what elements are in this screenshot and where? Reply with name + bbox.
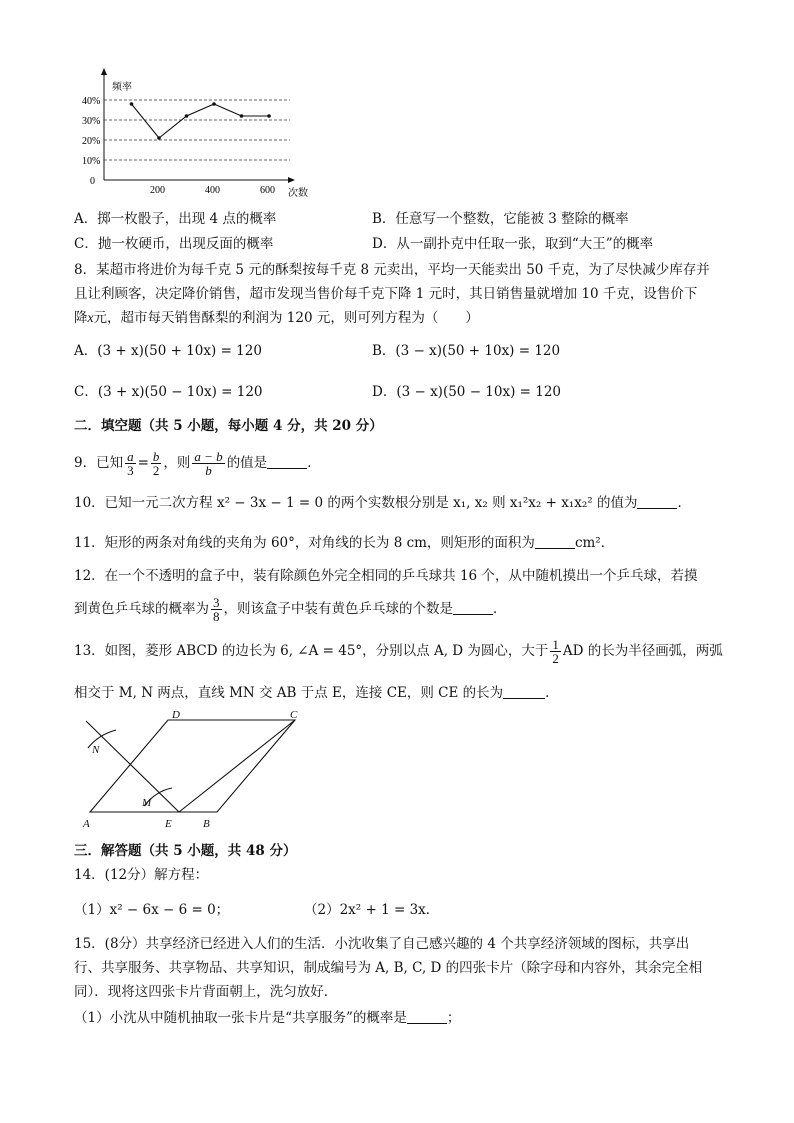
q14-title: 14．(12分）解方程： xyxy=(74,867,209,883)
q8-stem-line3: 降x元，超市每天销售酥梨的利润为 120 元，则可列方程为（ ） xyxy=(74,310,479,326)
label-m: M xyxy=(142,797,152,809)
q8-stem-line1: 8．某超市将进价为每千克 5 元的酥梨按每千克 8 元卖出，平均一天能卖出 50 千克，为了尽快减少库存并 xyxy=(74,262,710,278)
x-tick-label: 600 xyxy=(260,185,275,196)
data-point xyxy=(212,102,216,106)
q13-stem-line2: 相交于 M, N 两点，直线 MN 交 AB 于点 E，连接 CE，则 CE 的长为 ． xyxy=(74,685,559,701)
q11: 11．矩形的两条对角线的夹角为 60°，对角线的长为 8 cm，则矩形的面积为 cm²． xyxy=(74,535,615,551)
q11-answer-blank xyxy=(535,534,575,549)
line-mn xyxy=(86,721,179,812)
chart-grid xyxy=(104,100,290,160)
chart-ticks xyxy=(82,96,275,196)
frequency-line-chart xyxy=(60,66,330,200)
q10: 10．已知一元二次方程 x² − 3x − 1 = 0 的两个实数根分别是 x₁, x₂ 则 x₁²x₂ + x₁x₂² 的值为 ． xyxy=(74,495,691,511)
section-3-heading: 三．解答题（共 5 小题，共 48 分） xyxy=(74,843,297,859)
chart-axes xyxy=(101,68,308,199)
q14-part1: （1）x² − 6x − 6 = 0； xyxy=(74,902,230,918)
q13-fraction: $\frac{1}{2}$ xyxy=(552,637,559,666)
q8-option-d: D．(3 − x)(50 − 10x) = 120 xyxy=(372,384,562,400)
q8-option-c: C．(3 + x)(50 − 10x) = 120 xyxy=(74,384,263,400)
q10-answer-blank xyxy=(637,494,677,509)
q7-option-c: C．抛一枚硬币，出现反面的概率 xyxy=(74,236,274,252)
x-axis-arrow xyxy=(288,177,295,183)
segment-ce xyxy=(179,720,295,812)
q12-fraction: $\frac{3}{8}$ xyxy=(213,595,220,624)
data-point xyxy=(130,102,134,106)
q9: 9．已知 $\frac{a}{3}$ = $\frac{b}{2}$ ，则 $\frac{a - b}{b}$ 的值是 ． xyxy=(74,449,321,478)
q12-answer-blank xyxy=(453,600,493,615)
q7-option-a: A．掷一枚骰子，出现 4 点的概率 xyxy=(74,211,277,227)
x-tick-label: 200 xyxy=(150,185,165,196)
label-c: C xyxy=(290,709,298,721)
label-e: E xyxy=(165,818,172,830)
q8-option-a: A．(3 + x)(50 + 10x) = 120 xyxy=(74,343,262,359)
rhombus-figure xyxy=(76,708,316,833)
q15-stem-line3: 同）．现将这四张卡片背面朝上，洗匀放好． xyxy=(74,984,338,1000)
y-tick-label: 40% xyxy=(82,96,101,107)
y-tick-label: 20% xyxy=(82,136,101,147)
data-point xyxy=(267,114,271,118)
q15-answer-blank xyxy=(407,1009,447,1024)
data-point xyxy=(185,114,189,118)
series-line xyxy=(132,104,270,138)
q7-option-d: D．从一副扑克中任取一张，取到“大王”的概率 xyxy=(372,236,654,252)
y-axis-arrow xyxy=(101,68,107,75)
y-tick-label: 10% xyxy=(82,156,101,167)
q15-stem-line2: 行、共享服务、共享物品、共享知识，制成编号为 A, B, C, D 的四张卡片（除字母和内容外，其余完全相 xyxy=(74,960,703,976)
q9-fraction-b2: $\frac{b}{2}$ xyxy=(152,449,160,478)
q15-part1: （1）小沈从中随机抽取一张卡片是“共享服务”的概率是 ； xyxy=(74,1010,461,1026)
q13-answer-blank xyxy=(503,684,545,699)
chart-series xyxy=(130,102,271,140)
q12-stem-line2: 到黄色乒乓球的概率为 $\frac{3}{8}$ ，则该盒子中装有黄色乒乓球的个数是 ． xyxy=(74,595,507,624)
q8-stem-line2: 且让利顾客，决定降价销售，超市发现当售价每千克下降 1 元时，其日销售量就增加 10 千克，设售价下 xyxy=(74,286,698,302)
label-d: D xyxy=(172,709,180,721)
q13-stem-line1: 13．如图，菱形 ABCD 的边长为 6, ∠A = 45°，分别以点 A, D 为圆心，大于 $\frac{1}{2}$ AD 的长为半径画弧，两弧 xyxy=(74,637,723,666)
q7-option-b: B．任意写一个整数，它能被 3 整除的概率 xyxy=(372,211,629,227)
y-tick-label: 30% xyxy=(82,116,101,127)
label-a: A xyxy=(83,818,90,830)
label-n: N xyxy=(92,744,100,756)
q12-stem-line1: 12．在一个不透明的盒子中，装有除颜色外完全相同的乒乓球共 16 个，从中随机摸出一个乒乓球，若摸 xyxy=(74,568,698,584)
data-point xyxy=(240,114,244,118)
rhombus-outline xyxy=(86,720,295,812)
x-tick-label: 400 xyxy=(205,185,220,196)
label-b: B xyxy=(203,818,210,830)
y-axis-label: 频率 xyxy=(112,82,132,93)
q15-stem-line1: 15．(8分）共享经济已经进入人们的生活．小沈收集了自己感兴趣的 4 个共享经济领域的图标，共享出 xyxy=(74,936,690,952)
q8-option-b: B．(3 − x)(50 + 10x) = 120 xyxy=(372,343,561,359)
q9-fraction-a3: $\frac{a}{3}$ xyxy=(127,449,134,478)
x-axis-label: 次数 xyxy=(288,188,308,199)
q9-answer-blank xyxy=(267,454,307,469)
q9-fraction-amb-b: $\frac{a - b}{b}$ xyxy=(194,449,223,478)
section-2-heading: 二．填空题（共 5 小题，每小题 4 分，共 20 分） xyxy=(74,418,383,434)
y-tick-label: 0 xyxy=(90,176,95,187)
q14-part2: （2）2x² + 1 = 3x． xyxy=(304,902,440,918)
data-point xyxy=(157,136,161,140)
